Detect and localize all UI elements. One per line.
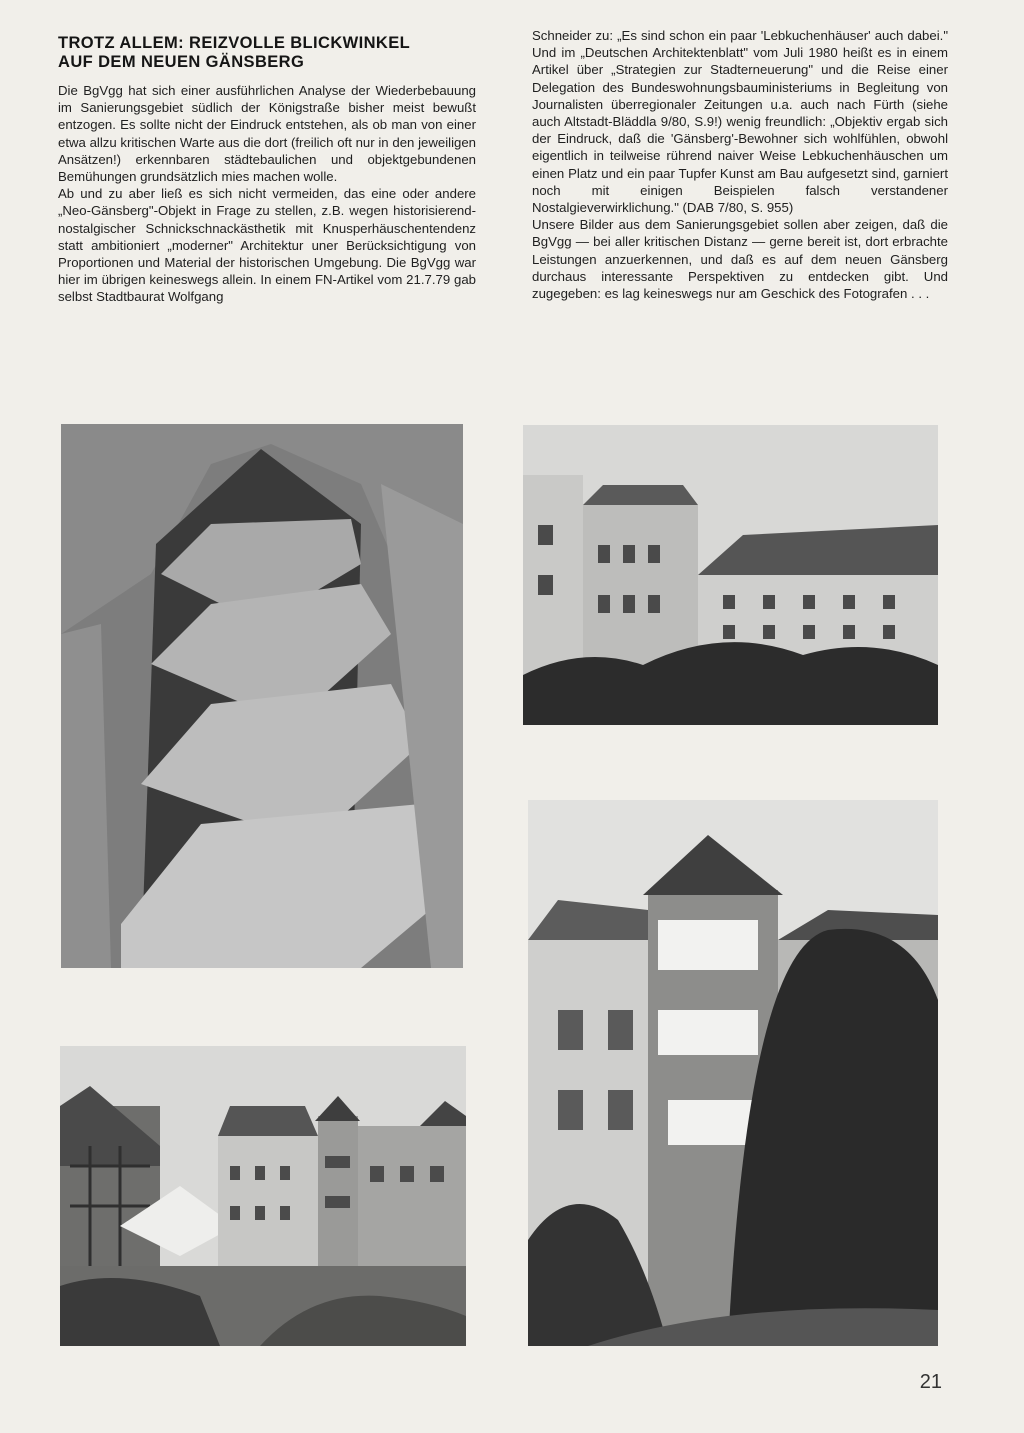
left-paragraph-1: Die BgVgg hat sich einer ausführlichen Analyse der Wiederbebauung im Sanierungsgebiet südlich der Königstraße bisher meist bewußt entzogen. Es sollte nicht der Eindruck entstehen, als ob man von einer etwa allzu kritischen Warte aus die dort (freilich oft nur in den jeweiligen Ansätzen!) erkennbaren städtebaulichen und objektgebundenen Bemühungen grundsätzlich mies machen wolle.: [58, 83, 476, 185]
left-paragraph-2: Ab und zu aber ließ es sich nicht vermeiden, das eine oder andere „Neo-Gänsberg"-Objekt in Frage zu stellen, z.B. wegen historisierend-nostalgischer Schnickschnackästhetik mit Knusperhäuschentendenz statt ambitioniert „moderner" Architektur uner Berücksichtigung von Proportionen und Material der historischen Umgebung. Die BgVgg war hier im übrigen keineswegs allein. In einem FN-Artikel vom 21.7.79 gab selbst Stadtbaurat Wolfgang: [58, 186, 476, 305]
photo-building-row: [523, 425, 938, 725]
photo-square-half-timbered: [60, 1046, 466, 1346]
headline-line-2: AUF DEM NEUEN GÄNSBERG: [58, 53, 305, 71]
headline-line-1: TROTZ ALLEM: REIZVOLLE BLICKWINKEL: [58, 34, 411, 52]
photo-balcony-facade: [61, 424, 463, 968]
right-paragraph-1: Schneider zu: „Es sind schon ein paar 'Lebkuchenhäuser' auch dabei." Und im „Deutschen Architektenblatt" vom Juli 1980 heißt es in einem Artikel über „Strategien zur Stadterneuerung" und die Reise einer Delegation des Bundeswohnungsbauministeriums in Begleitung von Journalisten überregionaler Zeitungen u.a. auch nach Fürth (siehe auch Altstadt-Bläddla 9/80, S.9!) wenig freundlich: „Objektiv ergab sich der Eindruck, daß die 'Gänsberg'-Bewohner sich wohlfühlen, obwohl eigentlich in teilweise rührend naiver Weise Lebkuchenhäuschen um einen Platz und ein paar Tupfer Kunst am Bau aufgesetzt sind, garniert noch mit einigen Beispielen falsch verstandener Nostalgieverwirklichung." (DAB 7/80, S. 955): [532, 28, 948, 216]
photo-tower-bay-windows: [528, 800, 938, 1346]
right-text-column: [532, 27, 948, 302]
page-number: 21: [919, 1371, 942, 1393]
article-headline: [58, 34, 476, 72]
right-paragraph-2: Unsere Bilder aus dem Sanierungsgebiet sollen aber zeigen, daß die BgVgg — bei aller kritischen Distanz — gerne bereit ist, dort erbrachte Leistungen anzuerkennen, und daß es auf dem neuen Gänsberg durchaus interessante Perspektiven zu entdecken gibt. Und zugegeben: es lag keineswegs nur am Geschick des Fotografen . . .: [532, 217, 948, 302]
left-text-column: [58, 28, 476, 306]
